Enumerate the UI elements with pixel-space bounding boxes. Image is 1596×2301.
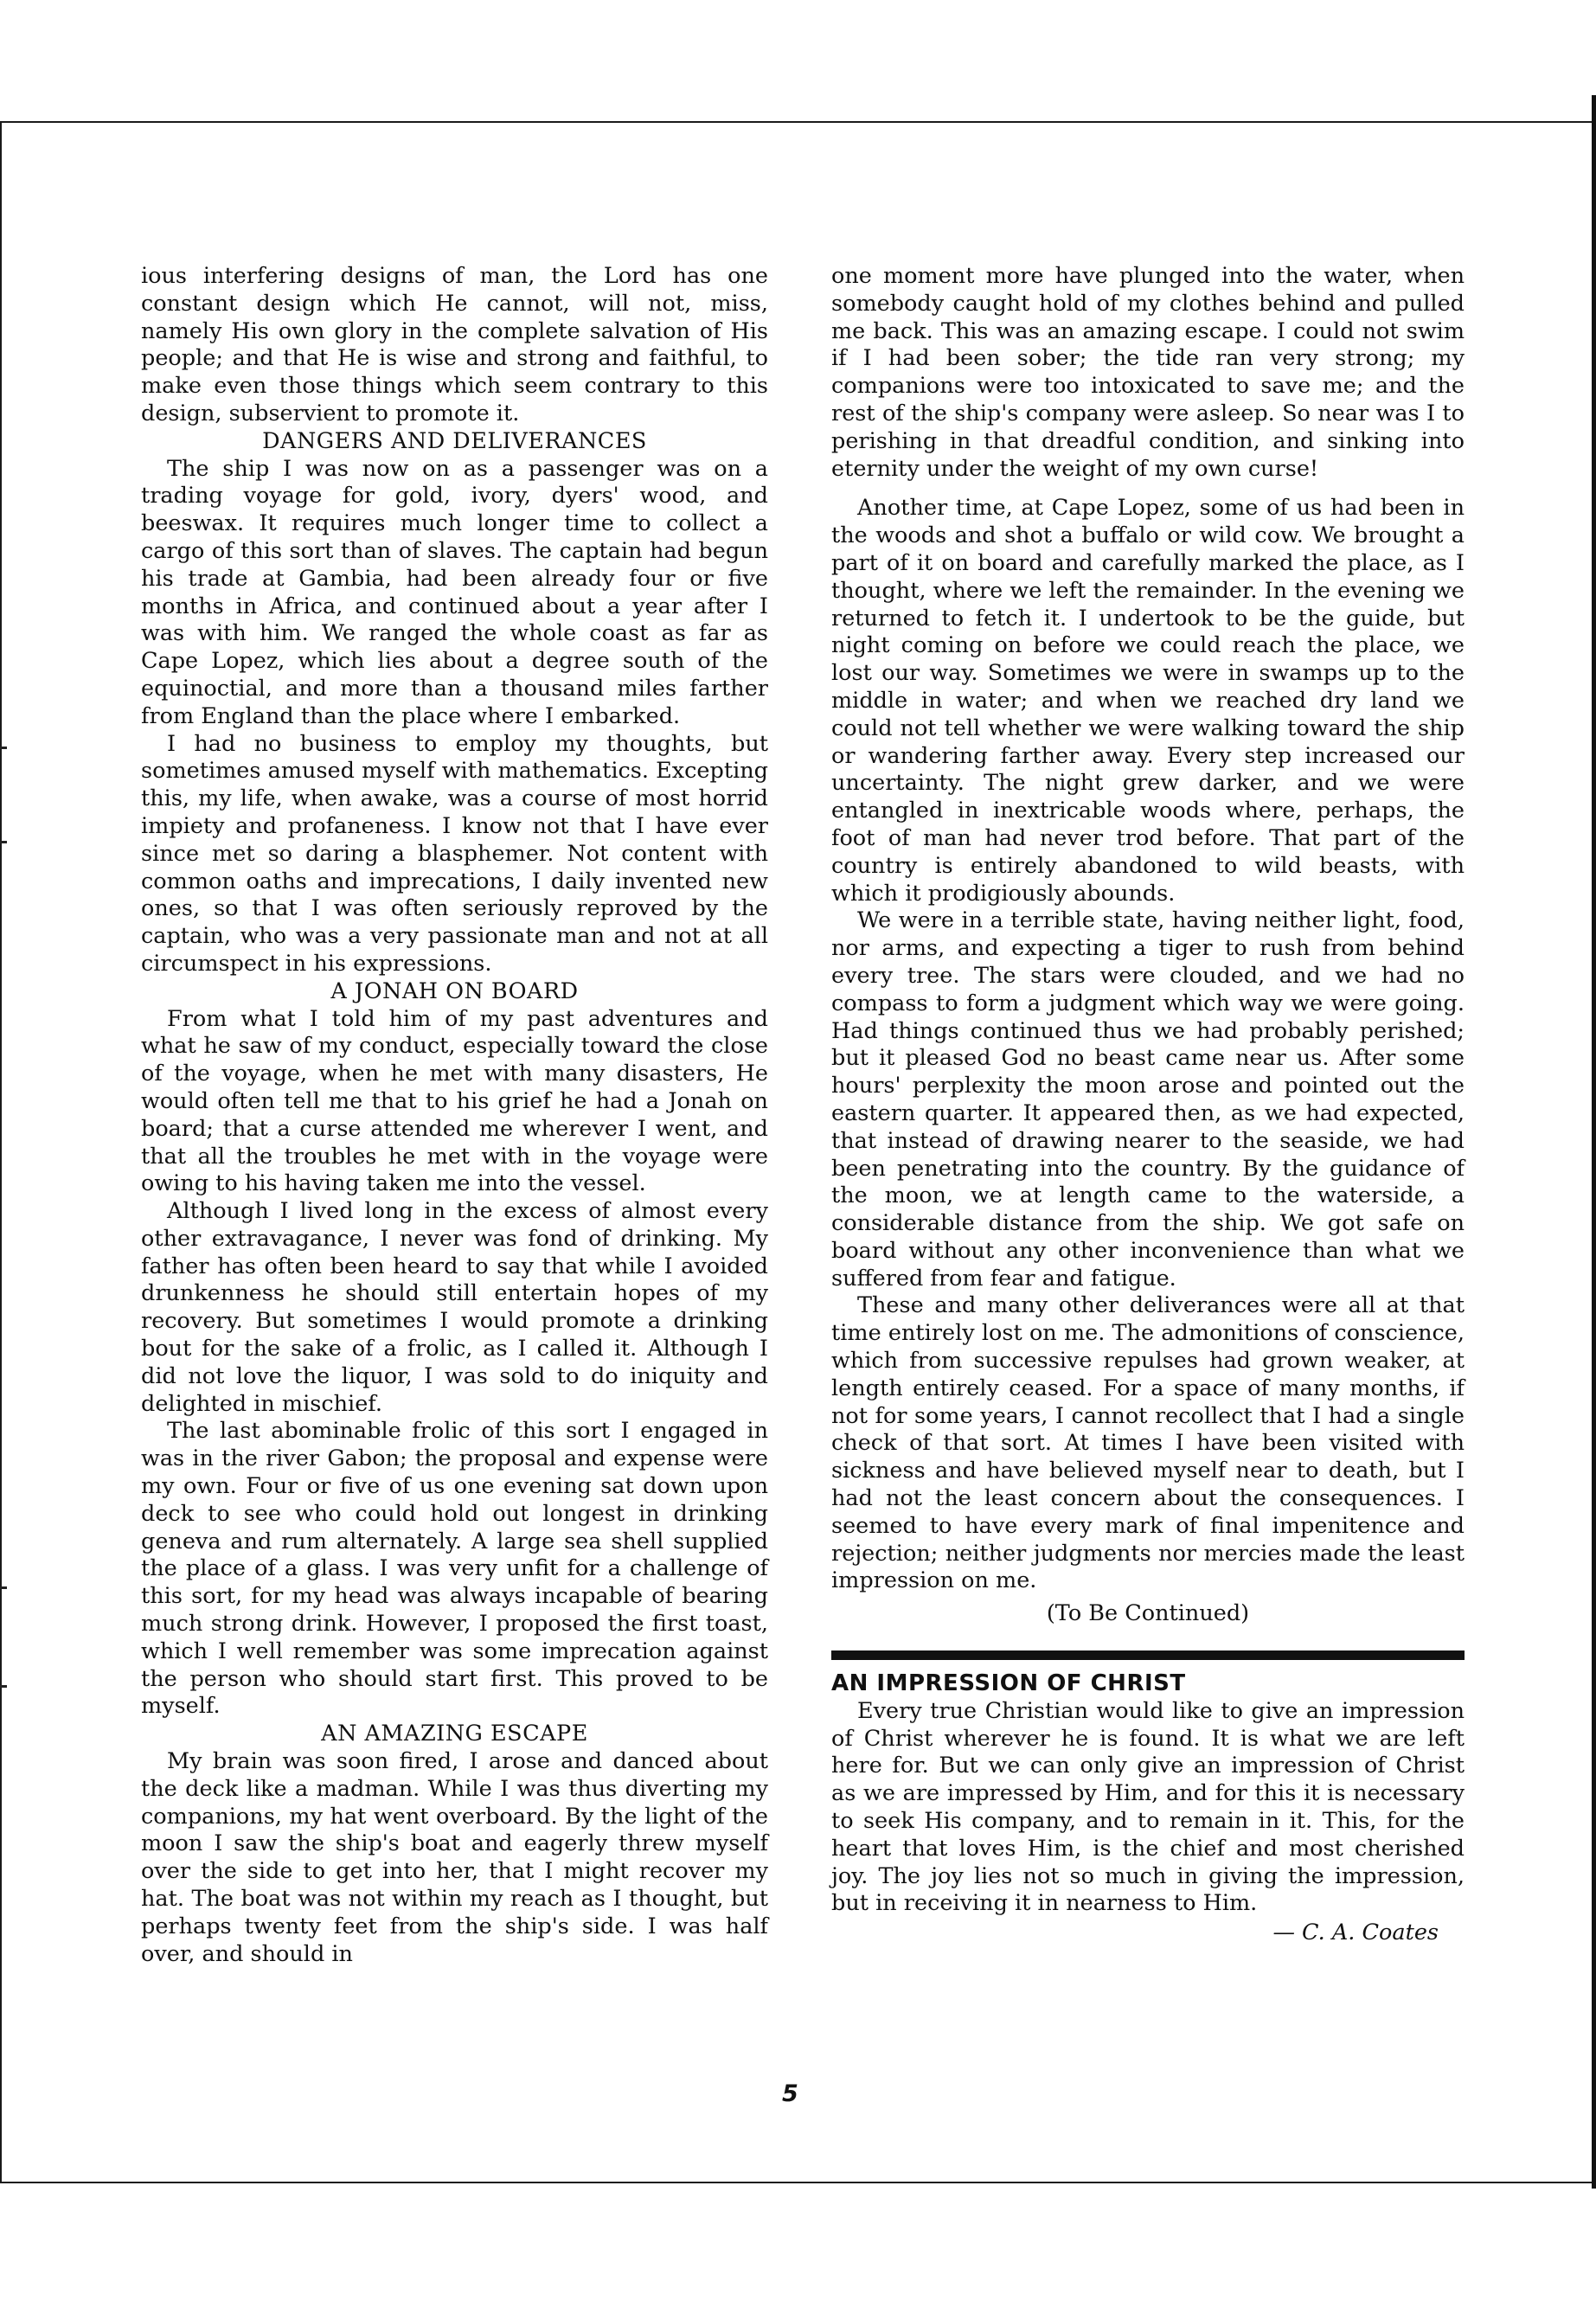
margin-mark <box>0 1586 7 1589</box>
left-column <box>141 263 768 1968</box>
section-heading: DANGERS AND DELIVERANCES <box>262 427 647 454</box>
right-column <box>831 263 1465 1947</box>
section-heading: AN AMAZING ESCAPE <box>321 1721 588 1747</box>
article-body: Every true Christian would like to give an impression of Christ wherever he is found. It is what we are left here for. But we can only give an impression of Christ as we are impressed by Him, and for this it is necessary to seek His company, and to remain in it. This, for the heart that loves Him, is the chief and most cherished joy. The joy lies not so much in giving the impression, but in receiving it in nearness to Him. <box>831 1697 1465 1917</box>
to-be-continued: (To Be Continued) <box>1046 1600 1250 1627</box>
paragraph: These and many other deliverances were all at that time entirely lost on me. The admonitions of conscience, which from successive repulses had grown weaker, at length entirely ceased. For a space of many months, if not for some years, I cannot recollect that I had a single check of that sort. At times I have been visited with sickness and have believed myself near to death, but I had not the least concern about the consequences. I seemed to have every mark of final impenitence and rejection; neither judgments nor mercies made the least impression on me. <box>831 1292 1465 1594</box>
paragraph: My brain was soon fired, I arose and danced about the deck like a madman. While I was thus diverting my companions, my hat went overboard. By the light of the moon I saw the ship's boat and eagerly threw myself over the side to get into her, that I might recover my hat. The boat was not within my reach as I thought, but perhaps twenty feet from the ship's side. I was half over, and should in <box>141 1748 768 1967</box>
paragraph: We were in a terrible state, having neither light, food, nor arms, and expecting a tiger to rush from behind every tree. The stars were clouded, and we had no compass to form a judgment which way we were going. Had things continued thus we had probably perished; but it pleased God no beast came near us. After some hours' perplexity the moon arose and pointed out the eastern quarter. It appeared then, as we had expected, that instead of drawing nearer to the seaside, we had been penetrating into the country. By the guidance of the moon, we at length came to the waterside, a considerable distance from the ship. We got safe on board without any other inconvenience than what we suffered from fear and fatigue. <box>831 907 1465 1292</box>
paragraph: Another time, at Cape Lopez, some of us had been in the woods and shot a buffalo or wild cow. We brought a part of it on board and carefully marked the place, as I thought, where we left the remainder. In the evening we returned to fetch it. I undertook to be the guide, but night coming on before we could reach the place, we lost our way. Sometimes we were in swamps up to the middle in water; and when we reached dry land we could not tell whether we were walking toward the ship or wandering farther away. Every step increased our uncertainty. The night grew darker, and we were entangled in inextricable woods where, perhaps, the foot of man had never trod before. That part of the country is entirely abandoned to wild beasts, with which it prodigiously abounds. <box>831 495 1465 907</box>
paragraph: From what I told him of my past adventures and what he saw of my conduct, especially toward the close of the voyage, when he met with many disasters, He would often tell me that to his grief he had a Jonah on board; that a curse attended me wherever I went, and that all the troubles he met with in the voyage were owing to his having taken me into the vessel. <box>141 1005 768 1197</box>
paragraph: The ship I was now on as a passenger was on a trading voyage for gold, ivory, dyers' wood, and beeswax. It requires much longer time to collect a cargo of this sort than of slaves. The captain had begun his trade at Gambia, had been already four or five months in Africa, and continued about a year after I was with him. We ranged the whole coast as far as Cape Lopez, which lies about a degree south of the equinoctial, and more than a thousand miles farther from England than the place where I embarked. <box>141 455 768 729</box>
paragraph: Although I lived long in the excess of almost every other extravagance, I never was fond of drinking. My father has often been heard to say that while I avoided drunkenness he should still entertain hopes of my recovery. But sometimes I would promote a drinking bout for the sake of a frolic, as I called it. Although I did not love the liquor, I was sold to do iniquity and delighted in mischief. <box>141 1198 768 1417</box>
margin-mark <box>0 1685 7 1688</box>
section-divider <box>831 1650 1465 1660</box>
paragraph: I had no business to employ my thoughts, but sometimes amused myself with mathematics. Excepting this, my life, when awake, was a course of most horrid impiety and profaneness. I know not that I have ever since met so daring a blasphemer. Not content with common oaths and imprecations, I daily invented new ones, so that I was often seriously reproved by the captain, who was a very passionate man and not at all circumspect in his expressions. <box>141 730 768 977</box>
byline: — C. A. Coates <box>1272 1920 1439 1946</box>
margin-mark <box>0 747 7 749</box>
page-number: 5 <box>782 2080 798 2107</box>
margin-mark <box>0 841 7 843</box>
article-title: AN IMPRESSION OF CHRIST <box>831 1670 1186 1697</box>
paragraph: one moment more have plunged into the water, when somebody caught hold of my clothes behind and pulled me back. This was an amazing escape. I could not swim if I had been sober; the tide ran very strong; my companions were too intoxicated to save me; and the rest of the ship's company were asleep. So near was I to perishing in that dreadful condition, and sinking into eternity under the weight of my own curse! <box>831 263 1465 482</box>
section-heading: A JONAH ON BOARD <box>330 977 579 1004</box>
scan-edge <box>1592 95 1596 2189</box>
paragraph: ious interfering designs of man, the Lord has one constant design which He cannot, will not, miss, namely His own glory in the complete salvation of His people; and that He is wise and strong and faithful, to make even those things which seem contrary to this design, subservient to promote it. <box>141 263 768 426</box>
paragraph: The last abominable frolic of this sort I engaged in was in the river Gabon; the proposal and expense were my own. Four or five of us one evening sat down upon deck to see who could hold out longest in drinking geneva and rum alternately. A large sea shell supplied the place of a glass. I was very unfit for a challenge of this sort, for my head was always incapable of bearing much strong drink. However, I proposed the first toast, which I well remember was some imprecation against the person who should start first. This proved to be myself. <box>141 1418 768 1720</box>
